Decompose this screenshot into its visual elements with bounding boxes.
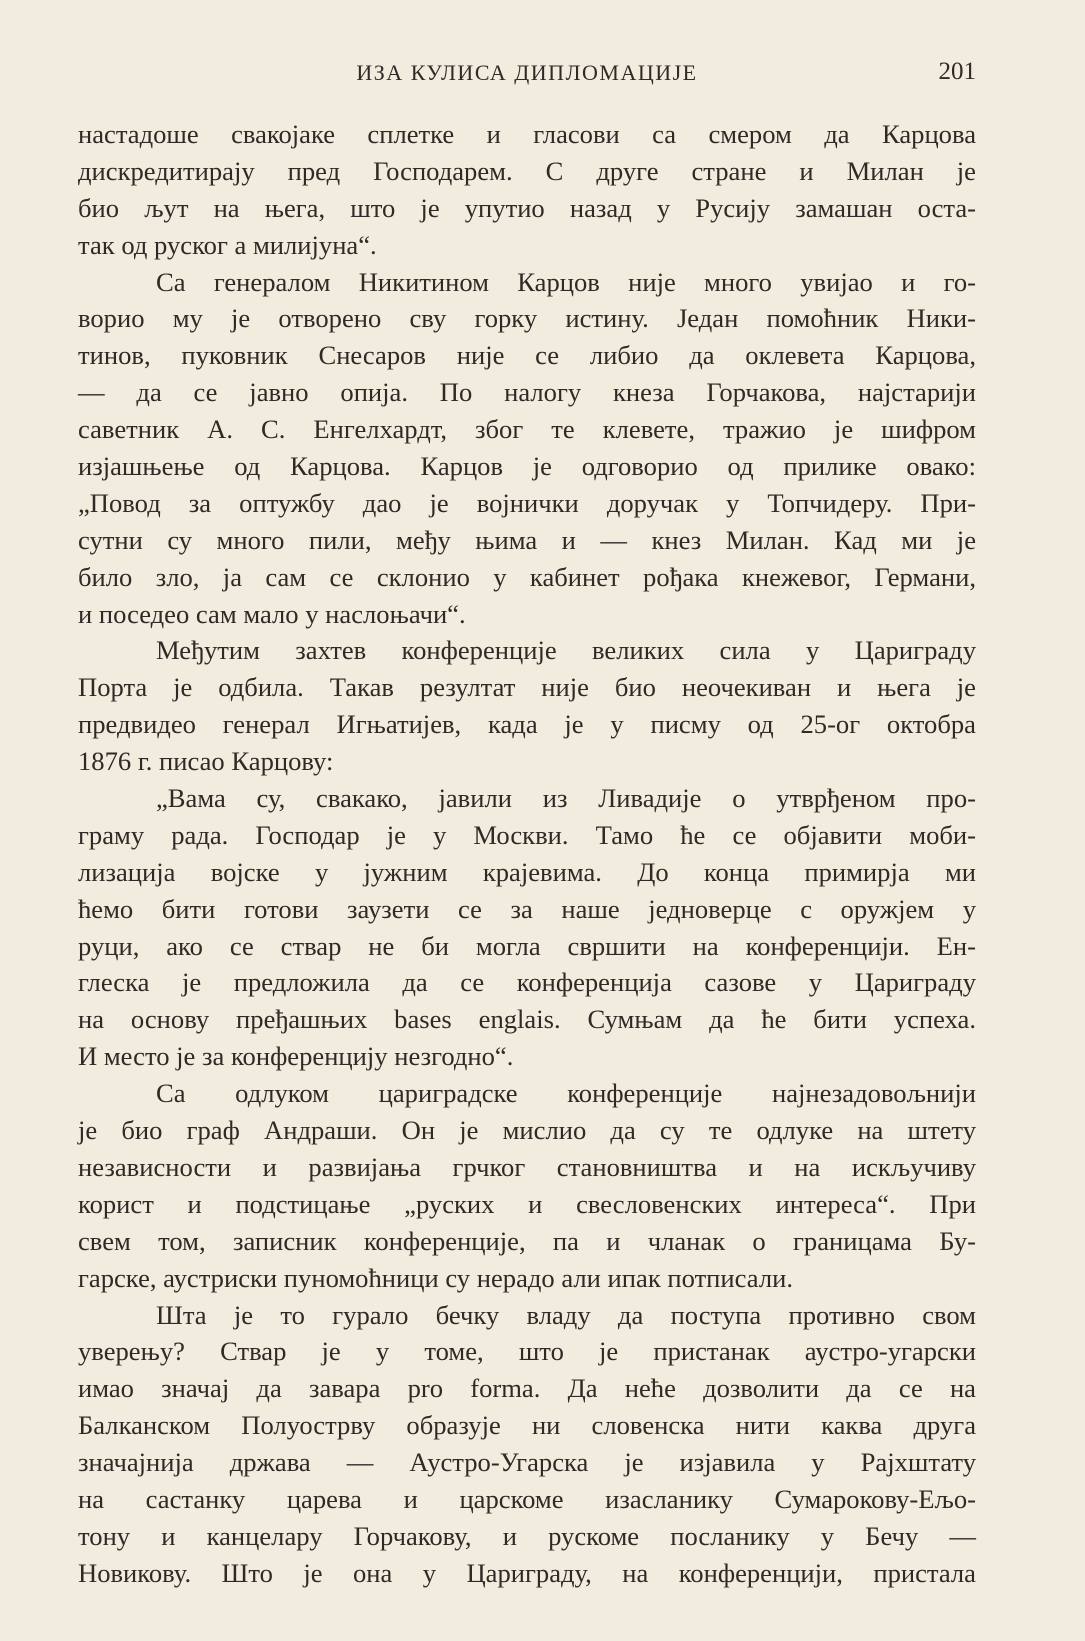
text-line: Са одлуком цариградске конференције најнезадовољнији [156, 1078, 976, 1109]
text-line: уверењу? Ствар је у томе, што је пристанак аустро-угарски [78, 1336, 976, 1367]
text-line: Са генералом Никитином Карцов није много увијао и го- [156, 266, 976, 297]
text-line: тону и канцелару Горчакову, и рускоме посланику у Бечу — [78, 1520, 976, 1551]
text-line: био љут на њега, што је упутио назад у Русију замашан оста- [78, 192, 976, 223]
running-title: ИЗА КУЛИСА ДИПЛОМАЦИЈЕ [356, 60, 698, 85]
text-line: так од руског а милијуна“. [78, 229, 377, 260]
text-line: је био граф Андраши. Он је мислио да су те одлуке на штету [78, 1115, 976, 1146]
text-line: било зло, ја сам се склонио у кабинет рођака кнежевог, Германи, [78, 561, 976, 592]
text-line: Балканском Полуострву образује ни словенска нити каква друга [78, 1410, 976, 1441]
text-line: дискредитирају пред Господарем. С друге стране и Милан је [78, 155, 976, 186]
text-line: руци, ако се ствар не би могла свршити на конференцији. Ен- [78, 930, 976, 961]
text-line: имао значај да завара pro forma. Да неће дозволити да се на [78, 1373, 976, 1404]
text-line: независности и развијања грчког становништва и на искључиву [78, 1151, 976, 1182]
text-line: — да се јавно опија. По налогу кнеза Горчакова, најстарији [78, 377, 976, 408]
text-line: „Вама су, свакако, јавили из Ливадије о утврђеном про- [156, 783, 976, 814]
text-line: настадоше свакојаке сплетке и гласови са смером да Карцова [78, 119, 976, 149]
text-line: „Повод за оптужбу дао је војнички доручак у Топчидеру. При- [78, 487, 976, 518]
text-line: изјашњење од Карцова. Карцов је одговорио од прилике овако: [78, 451, 976, 482]
text-line: и поседео сам мало у наслоњачи“. [78, 598, 466, 629]
text-line: граму рада. Господар је у Москви. Тамо ће се објавити моби- [78, 819, 976, 850]
text-line: значајнија држава — Аустро-Угарска је изјавила у Рајхштату [78, 1447, 976, 1478]
text-line: свем том, записник конференције, па и чланак о границама Бу- [78, 1225, 976, 1256]
text-line: тинов, пуковник Снесаров није се либио да оклевета Карцова, [78, 340, 976, 371]
text-line: сутни су много пили, међу њима и — кнез Милан. Кад ми је [78, 524, 976, 555]
text-line: гарске, аустриски пуномоћници су нерадо али ипак потписали. [78, 1262, 793, 1293]
paragraph-6 [78, 1297, 976, 1592]
text-line: Порта је одбила. Такав резултат није био неочекиван и њега је [78, 672, 976, 703]
page-header [78, 58, 976, 90]
text-line: Шта је то гурало бечку владу да поступа противно свом [156, 1299, 976, 1330]
paragraph-2 [78, 264, 976, 633]
text-line: на основу пређашњих bases englais. Сумњам да ће бити успеха. [78, 1004, 976, 1035]
paragraph-3 [78, 632, 976, 780]
paragraph-4 [78, 780, 976, 1075]
text-line: на састанку царева и царскоме изасланику Сумарокову-Ељо- [78, 1483, 976, 1514]
text-line: 1876 г. писао Карцову: [78, 746, 334, 777]
page-number: 201 [938, 58, 976, 85]
text-line: Међутим захтев конференције великих сила у Цариграду [156, 635, 976, 666]
paragraph-5 [78, 1075, 976, 1296]
text-line: саветник А. С. Енгелхардт, због те клевете, тражио је шифром [78, 414, 976, 445]
text-line: Новикову. Што је она у Цариграду, на конференцији, пристала [78, 1557, 976, 1588]
text-line: ворио му је отворено сву горку истину. Један помоћник Ники- [78, 303, 976, 334]
paragraph-1 [78, 116, 976, 264]
body-text [78, 116, 976, 1592]
text-line: лизација војске у јужним крајевима. До конца примирја ми [78, 856, 976, 887]
text-line: И место је за конференцију незгодно“. [78, 1041, 514, 1072]
text-line: корист и подстицање „руских и свесловенских интереса“. При [78, 1188, 976, 1219]
text-line: ћемо бити готови заузети се за наше једноверце с оружјем у [78, 893, 976, 924]
text-line: предвидео генерал Игњатијев, када је у писму од 25-ог октобра [78, 709, 976, 740]
text-line: глеска је предложила да се конференција сазове у Цариграду [78, 967, 976, 998]
